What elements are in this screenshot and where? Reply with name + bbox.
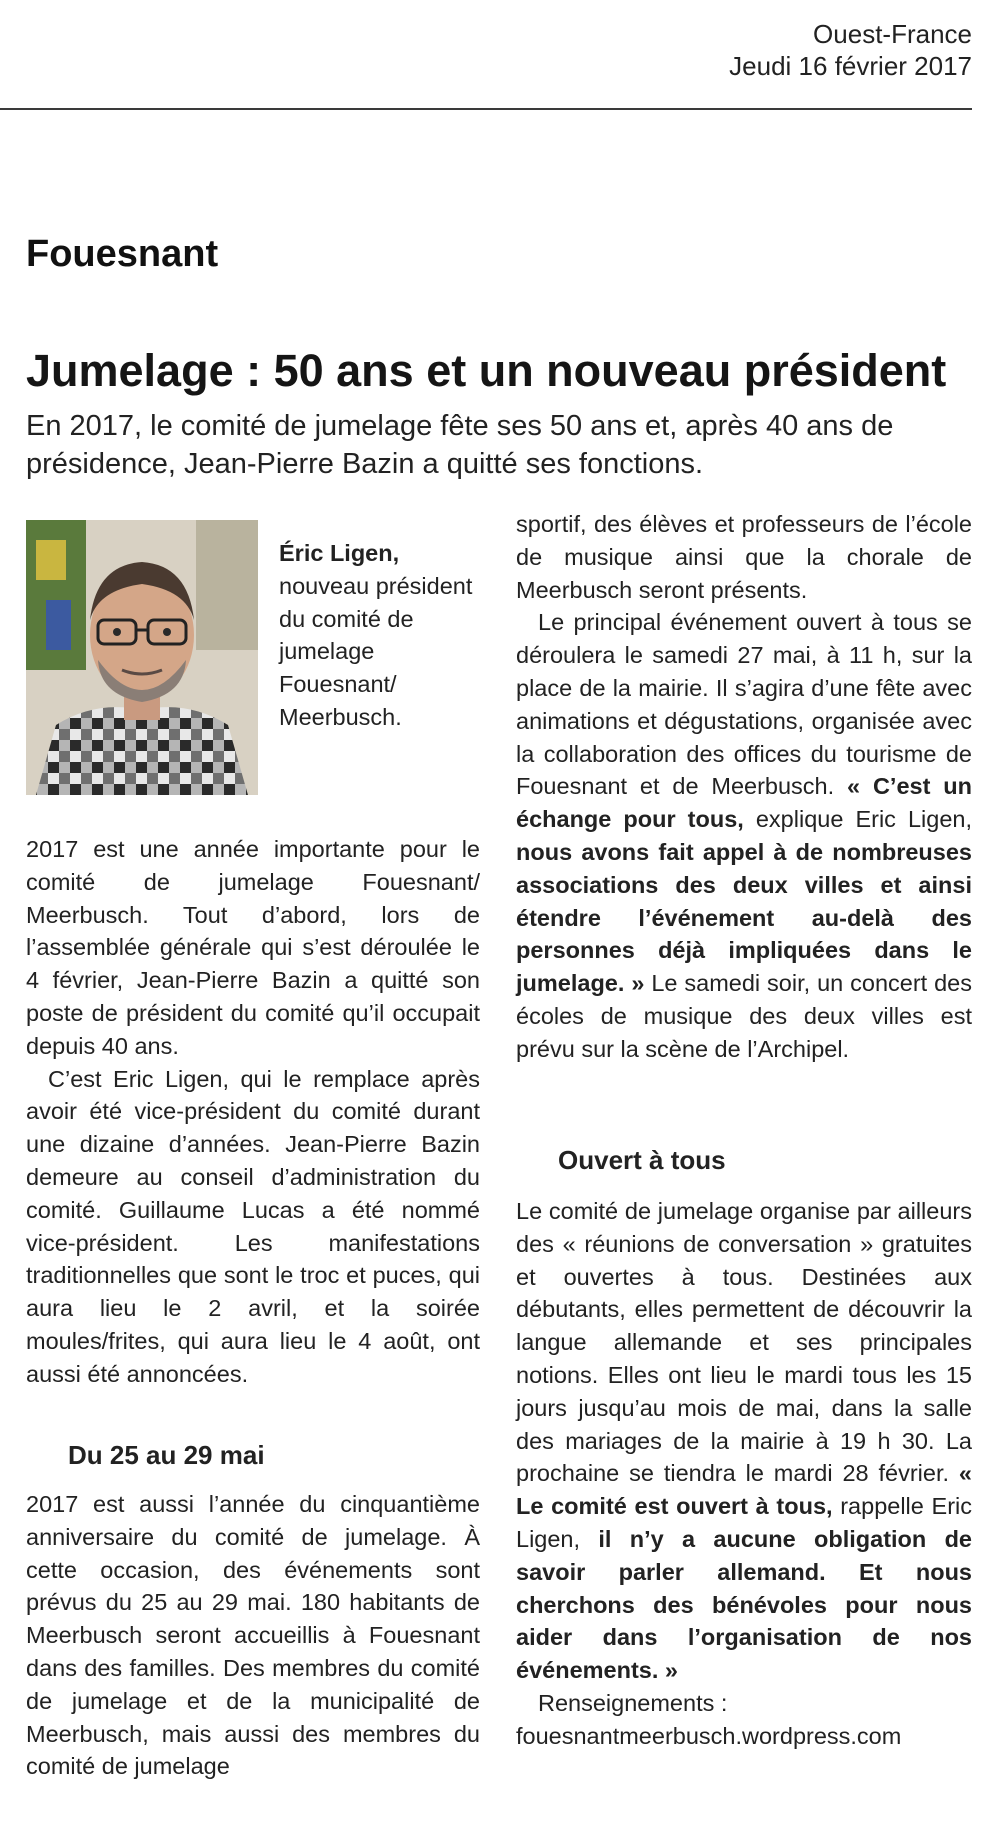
caption-name: Éric Ligen, [279, 540, 400, 566]
event-text: Le principal événement ouvert à tous se déroulera le samedi 27 mai, à 11 h, sur la place de la mairie. Il s’agira d’une fête avec animations et dégustations, organisée avec la collaboration des offices du tourisme de Fouesnant et de Meerbusch. [516, 609, 972, 800]
caption-text: nouveau président du comité de jumelage Fouesnant/ Meerbusch. [279, 572, 473, 730]
article-column-1-lower [26, 1488, 480, 1783]
article-standfirst: En 2017, le comité de jumelage fête ses 50 ans et, après 40 ans de présidence, Jean-Pierre Bazin a quitté ses fonctions. [26, 410, 894, 480]
section-title: Fouesnant [26, 233, 219, 275]
article-column-2 [516, 508, 972, 1066]
paragraph-conversation [516, 1195, 972, 1687]
photo-caption [279, 537, 479, 734]
article-column-2-lower [516, 1195, 972, 1753]
conversation-quote-2: il n’y a aucune obligation de savoir parler allemand. Et nous cherchons des bénévoles pour nous aider dans l’organisation de nos événements. » [516, 1525, 972, 1684]
paragraph-successor: C’est Eric Ligen, qui le remplace après avoir été vice-président du comité durant une dizaine d’années. Jean-Pierre Bazin demeure au conseil d’administration du comité. Guillaume Lucas a été nommé vice-président. Les manifestations traditionnelles que sont le troc et puces, qui aura lieu le 2 avril, et la soirée moules/frites, qui aura lieu le 4 août, ont aussi été annoncées. [26, 1065, 480, 1387]
publication-date: Jeudi 16 février 2017 [729, 51, 972, 81]
paragraph-intro: 2017 est une année importante pour le comité de jumelage Fouesnant/ Meerbusch. Tout d’abord, lors de l’assemblée générale qui s’est déroulée le 4 février, Jean-Pierre Bazin a quitté son poste de président du comité qu’il occupait depuis 40 ans. [26, 836, 480, 1059]
subheading-open: Ouvert à tous [558, 1145, 726, 1175]
paragraph-anniversary: 2017 est aussi l’année du cinquantième anniversaire du comité de jumelage. À cette occasion, des événements sont prévus du 25 au 29 mai. 180 habitants de Meerbusch seront accueillis à Fouesnant dans des familles. Des membres du comité de jumelage et de la municipalité de Meerbusch, mais aussi des membres du comité de jumelage [26, 1491, 480, 1780]
event-quote-2: nous avons fait appel à de nombreuses associations des deux villes et ainsi étendre l’événement au-delà des personnes déjà impliquées dans le jumelage. » [516, 838, 972, 997]
info-line: Renseignements : fouesnantmeerbusch.wordpress.com [516, 1689, 902, 1749]
portrait-photo [26, 520, 258, 795]
event-attribution: explique Eric Ligen, [755, 806, 973, 833]
event-quote-1: « C’est un échange pour tous, [516, 773, 972, 833]
subheading-dates: Du 25 au 29 mai [68, 1440, 265, 1470]
event-concert: Le samedi soir, un concert des écoles de musique des deux villes est prévu sur la scène de l’Archipel. [516, 970, 972, 1062]
conversation-quote-1: « Le comité est ouvert à tous, [516, 1460, 972, 1520]
conversation-text: Le comité de jumelage organise par ailleurs des « réunions de conversation » gratuites et ouvertes à tous. Destinées aux débutants, elles permettent de découvrir la langue allemande et ses principales notions. Elles ont lieu le mardi tous les 15 jours jusqu’au mois de mai, dans la salle des mariages de la mairie à 19 h 30. La prochaine se tiendra le mardi 28 février. [516, 1198, 972, 1487]
newspaper-name: Ouest-France [813, 19, 972, 49]
paragraph-main-event [516, 606, 972, 1065]
paragraph-anniversary-continued: sportif, des élèves et professeurs de l’école de musique ainsi que la chorale de Meerbusch seront présents. [516, 511, 972, 603]
conversation-attribution: rappelle Eric Ligen, [516, 1493, 972, 1552]
masthead [729, 18, 972, 82]
article-headline: Jumelage : 50 ans et un nouveau président [26, 345, 947, 396]
header-rule [0, 108, 972, 110]
article-column-1 [26, 833, 480, 1391]
